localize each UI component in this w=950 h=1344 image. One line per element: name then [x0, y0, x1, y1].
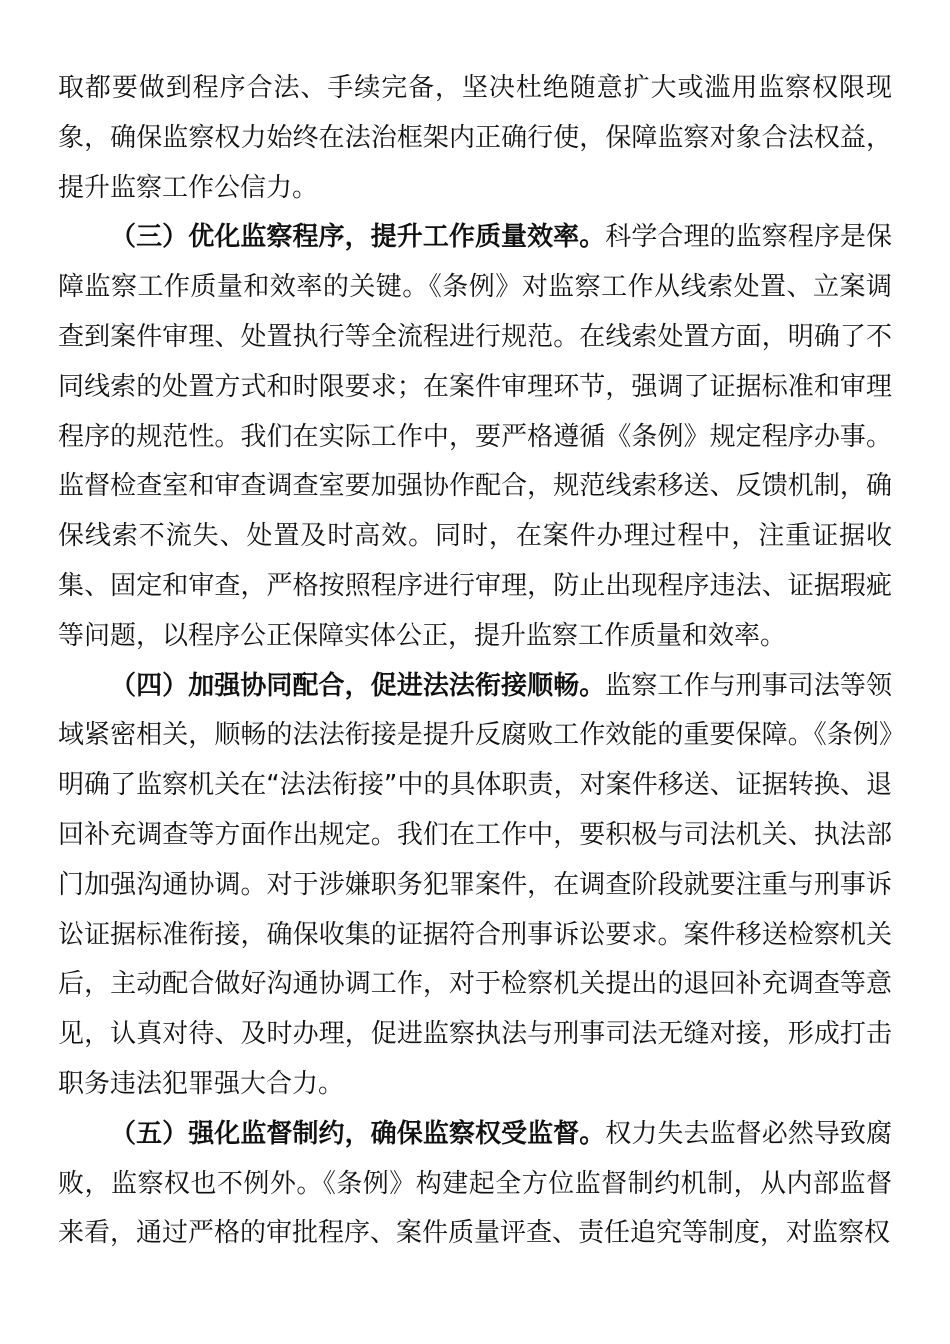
paragraph-section-3 — [58, 213, 892, 661]
section-heading: （四）加强协同配合，促进法法衔接顺畅。 — [110, 670, 606, 701]
paragraph-section-4 — [58, 662, 892, 1110]
paragraph-text: 监察工作与刑事司法等领域紧密相关，顺畅的法法衔接是提升反腐败工作效能的重要保障。《条例》明确了监察机关在“法法衔接”中的具体职责，对案件移送、证据转换、退回补充调查等方面作出规定。我们在工作中，要积极与司法机关、执法部门加强沟通协调。对于涉嫌职务犯罪案件，在调查阶段就要注重与刑事诉讼证据标准衔接，确保收集的证据符合刑事诉讼要求。案件移送检察机关后，主动配合做好沟通协调工作，对于检察机关提出的退回补充调查等意见，认真对待、及时办理，促进监察执法与刑事司法无缝对接，形成打击职务违法犯罪强大合力。 — [58, 670, 892, 1099]
document-page — [58, 64, 892, 1259]
paragraph-section-5 — [58, 1110, 892, 1259]
paragraph-text: 权力失去监督必然导致腐败，监察权也不例外。《条例》构建起全方位监督制约机制，从内部监督来看，通过严格的审批程序、案件质量评查、责任追究等制度，对监察权 — [58, 1118, 892, 1249]
section-heading: （三）优化监察程序，提升工作质量效率。 — [110, 222, 606, 253]
paragraph-continuation — [58, 64, 892, 213]
paragraph-text: 取都要做到程序合法、手续完备，坚决杜绝随意扩大或滥用监察权限现象，确保监察权力始终在法治框架内正确行使，保障监察对象合法权益，提升监察工作公信力。 — [58, 73, 892, 203]
paragraph-text: 科学合理的监察程序是保障监察工作质量和效率的关键。《条例》对监察工作从线索处置、立案调查到案件审理、处置执行等全流程进行规范。在线索处置方面，明确了不同线索的处置方式和时限要求；在案件审理环节，强调了证据标准和审理程序的规范性。我们在实际工作中，要严格遵循《条例》规定程序办事。监督检查室和审查调查室要加强协作配合，规范线索移送、反馈机制，确保线索不流失、处置及时高效。同时，在案件办理过程中，注重证据收集、固定和审查，严格按照程序进行审理，防止出现程序违法、证据瑕疵等问题，以程序公正保障实体公正，提升监察工作质量和效率。 — [58, 222, 892, 651]
section-heading: （五）强化监督制约，确保监察权受监督。 — [110, 1118, 606, 1149]
